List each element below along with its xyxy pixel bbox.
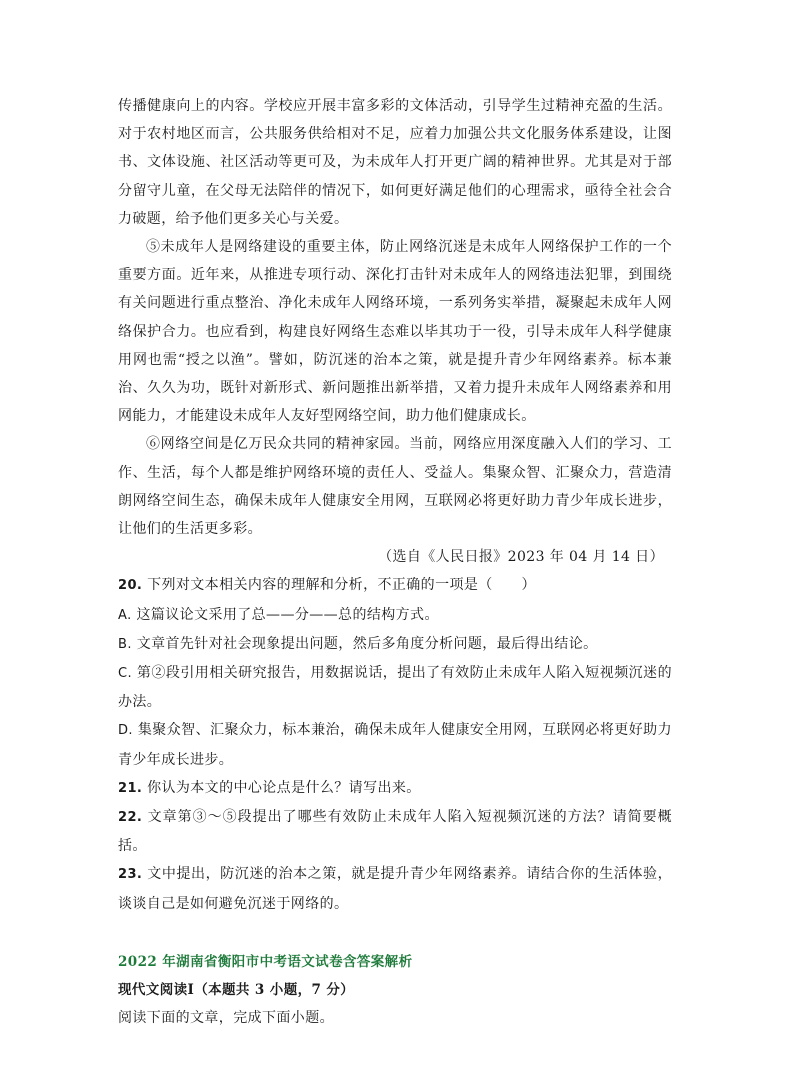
option-letter: C.: [118, 666, 133, 682]
document-content: [118, 92, 672, 1033]
passage-paragraph-continued: 传播健康向上的内容。学校应开展丰富多彩的文体活动，引导学生过精神充盈的生活。对于农村地区而言，公共服务供给相对不足，应着力加强公共文化服务体系建设，让图书、文体设施、社区活动等更可及，为未成年人打开更广阔的精神世界。尤其是对于部分留守儿童，在父母无法陪伴的情况下，如何更好满足他们的心理需求，亟待全社会合力破题，给予他们更多关心与关爱。: [118, 98, 672, 227]
question-22-text: 文章第③～⑤段提出了哪些有效防止未成年人陷入短视频沉迷的方法？请简要概括。: [118, 809, 672, 855]
question-21-number: 21.: [118, 780, 143, 796]
option-letter: D.: [118, 723, 133, 739]
question-20-option-a: [118, 601, 672, 630]
option-text: 这篇议论文采用了总——分——总的结构方式。: [131, 606, 439, 623]
question-20-option-d: [118, 716, 672, 773]
section-gap: [118, 918, 672, 948]
option-letter: B.: [118, 636, 132, 652]
question-23-number: 23.: [118, 867, 143, 883]
question-21-text: 你认为本文的中心论点是什么？请写出来。: [142, 779, 421, 796]
option-text: 文章首先针对社会现象提出问题，然后多角度分析问题，最后得出结论。: [131, 635, 598, 652]
option-text: 集聚众智、汇聚众力，标本兼治，确保未成年人健康安全用网，互联网必将更好助力青少年成长进步。: [118, 722, 672, 768]
passage-source: （选自《人民日报》2023 年 04 月 14 日）: [378, 549, 664, 566]
question-23-text: 文中提出，防沉迷的治本之策，就是提升青少年网络素养。请结合你的生活体验，谈谈自己是如何避免沉迷于网络的。: [118, 866, 672, 912]
option-text: 第②段引用相关研究报告，用数据说话，提出了有效防止未成年人陷入短视频沉迷的办法。: [118, 665, 672, 711]
reading-section-subheading: 现代文阅读Ⅰ（本题共 3 小题，7 分）: [118, 982, 355, 999]
question-20-option-b: [118, 630, 672, 659]
exam-section-heading: 2022 年湖南省衡阳市中考语文试卷含答案解析: [118, 953, 413, 970]
passage-paragraph-6: ⑥网络空间是亿万民众共同的精神家园。当前，网络应用深度融入人们的学习、工作、生活，每个人都是维护网络环境的责任人、受益人。集聚众智、汇聚众力，营造清朗网络空间生态，确保未成年人健康安全用网，互联网必将更好助力青少年成长进步，让他们的生活更多彩。: [118, 436, 672, 538]
question-20: [118, 571, 672, 600]
question-23: [118, 860, 672, 917]
question-20-text: 下列对文本相关内容的理解和分析，不正确的一项是（ ）: [142, 577, 536, 594]
question-20-option-c: [118, 659, 672, 716]
option-letter: A.: [118, 607, 132, 623]
question-22: [118, 803, 672, 860]
reading-instruction: 阅读下面的文章，完成下面小题。: [118, 1010, 334, 1027]
passage-paragraph-5: ⑤未成年人是网络建设的重要主体，防止网络沉迷是未成年人网络保护工作的一个重要方面。近年来，从推进专项行动、深化打击针对未成年人的网络违法犯罪，到围绕有关问题进行重点整治、净化未成年人网络环境，一系列务实举措，凝聚起未成年人网络保护合力。也应看到，构建良好网络生态难以毕其功于一役，引导未成年人科学健康用网也需“授之以渔”。譬如，防沉迷的治本之策，就是提升青少年网络素养。标本兼治、久久为功，既针对新形式、新问题推出新举措，又着力提升未成年人网络素养和用网能力，才能建设未成年人友好型网络空间，助力他们健康成长。: [118, 239, 672, 425]
question-22-number: 22.: [118, 810, 143, 826]
question-21: [118, 774, 672, 803]
question-20-number: 20.: [118, 578, 143, 594]
